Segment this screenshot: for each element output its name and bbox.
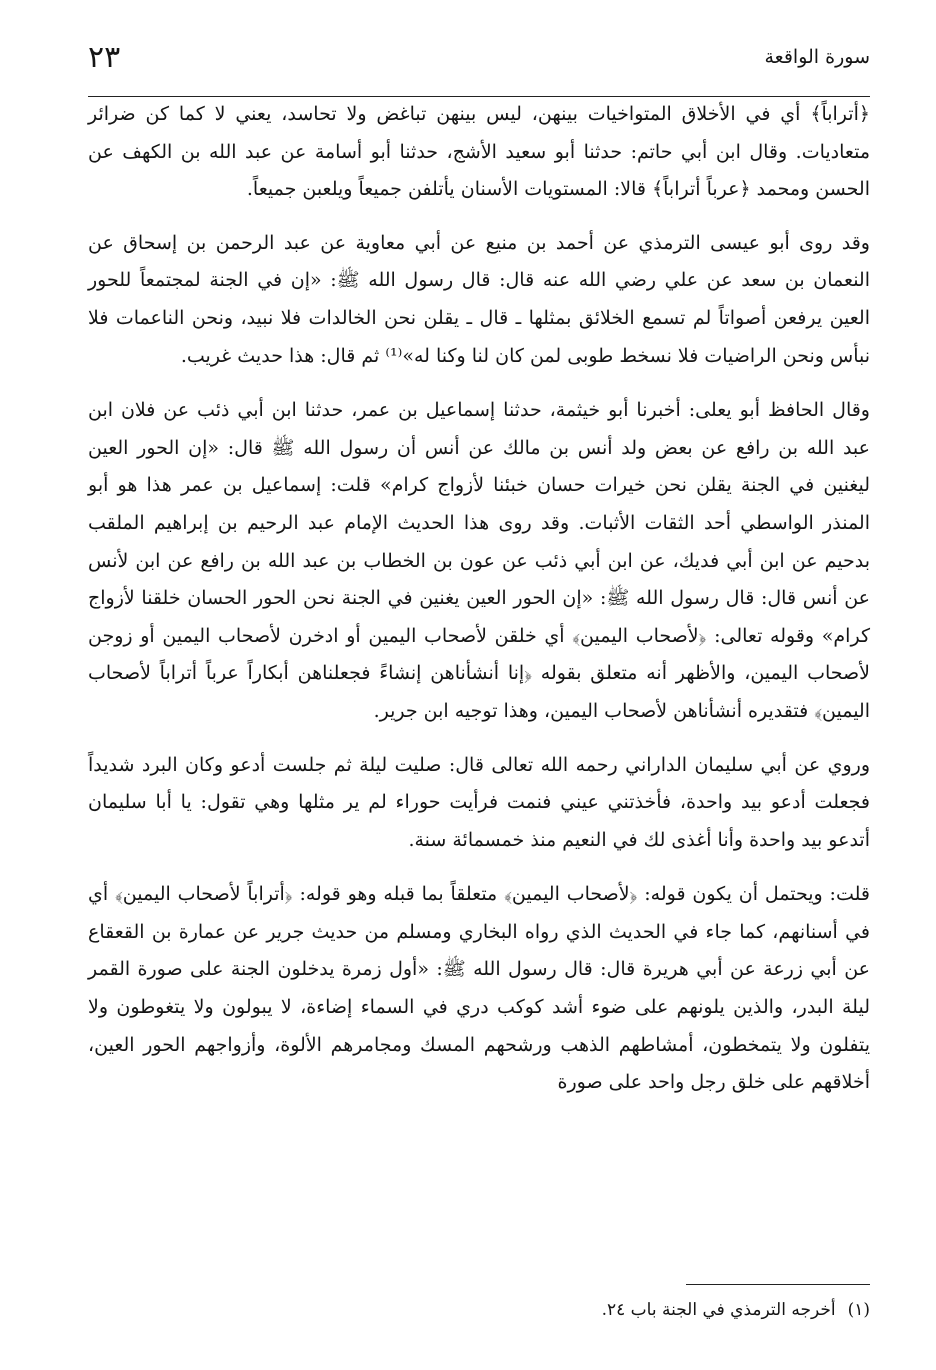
page-number: ٢٣ xyxy=(88,40,121,75)
page-body xyxy=(88,96,870,1102)
paragraph-2: وقد روى أبو عيسى الترمذي عن أحمد بن منيع عن أبي معاوية عن عبد الرحمن بن إسحاق عن النعمان بن سعد عن علي رضي الله عنه قال: قال رسول الله ﷺ: «إن في الجنة لمجتمعاً للحور العين يرفعن أصواتاً لم تسمع الخلائق بمثلها ـ قال ـ يقلن نحن الخالدات فلا نبيد، ونحن الناعمات فلا نبأس ونحن الراضيات فلا نسخط طوبى لمن كان لنا وكنا له»⁽¹⁾ ثم قال: هذا حديث غريب. xyxy=(88,231,870,367)
paragraph-3: وقال الحافظ أبو يعلى: أخبرنا أبو خيثمة، حدثنا إسماعيل بن عمر، حدثنا ابن أبي ذئب عن فلان ابن عبد الله بن رافع عن بعض ولد أنس بن مالك عن أنس أن رسول الله ﷺ قال: «إن الحور العين ليغنين في الجنة يقلن نحن خيرات حسان خبئنا لأزواج كرام» قلت: إسماعيل بن عمر هذا هو أبو المنذر الواسطي أحد الثقات الأثبات. وقد روى هذا الحديث الإمام عبد الرحيم بن إبراهيم الملقب بدحيم عن ابن أبي فديك، عن ابن أبي ذئب عن عون بن الخطاب بن عبد الله بن رافع عن ابن لأنس عن أنس قال: قال رسول الله ﷺ: «إن الحور العين يغنين في الجنة نحن الحور الحسان خلقنا لأزواج كرام» وقوله تعالى: ﴿لأصحاب اليمين﴾ أي خلقن لأصحاب اليمين أو ادخرن لأصحاب اليمين أو زوجن لأصحاب اليمين، والأظهر أنه متعلق بقوله ﴿إنا أنشأناهن إنشاءً فجعلناهن أبكاراً عرباً أتراباً لأصحاب اليمين﴾ فتقديره أنشأناهن لأصحاب اليمين، وهذا توجيه ابن جرير. xyxy=(88,399,870,722)
footnote-number: (١) xyxy=(847,1300,870,1320)
paragraph-5: قلت: ويحتمل أن يكون قوله: ﴿لأصحاب اليمين﴾ متعلقاً بما قبله وهو قوله: ﴿أتراباً لأصحاب اليمين﴾ أي في أسنانهم، كما جاء في الحديث الذي رواه البخاري ومسلم من حديث جرير عن عمارة بن القعقاع عن أبي زرعة عن أبي هريرة قال: قال رسول الله ﷺ: «أول زمرة يدخلون الجنة على صورة القمر ليلة البدر، والذين يلونهم على ضوء أشد كوكب دري في السماء إضاءة، لا يبولون ولا يتغوطون ولا يتفلون ولا يتمخطون، أمشاطهم الذهب ورشحهم المسك ومجامرهم الألوة، وأزواجهم الحور العين، أخلاقهم على خلق رجل واحد على صورة xyxy=(88,883,870,1094)
paragraph-4: وروي عن أبي سليمان الداراني رحمه الله تعالى قال: صليت ليلة ثم جلست أدعو وكان البرد شديداً فجعلت أدعو بيد واحدة، فأخذتني عيني فنمت فرأيت حوراء لم ير مثلها وهي تقول: يا أبا سليمان أتدعو بيد واحدة وأنا أغذى لك في النعيم منذ خمسمائة سنة. xyxy=(88,753,870,851)
paragraph-1: ﴿أتراباً﴾ أي في الأخلاق المتواخيات بينهن، ليس بينهن تباغض ولا تحاسد، يعني لا كما كن ضرائر متعاديات. وقال ابن أبي حاتم: حدثنا أبو سعيد الأشج، حدثنا أبو أسامة عن عبد الله بن الكهف عن الحسن ومحمد ﴿عرباً أتراباً﴾ قالا: المستويات الأسنان يأتلفن جميعاً ويلعبن جميعاً. xyxy=(88,103,870,201)
footnote-text: أخرجه الترمذي في الجنة باب ٢٤. xyxy=(601,1300,836,1320)
footnote-divider xyxy=(686,1284,870,1285)
running-title: سورة الواقعة xyxy=(764,46,870,68)
footnote xyxy=(270,1298,870,1322)
page-header xyxy=(88,40,870,97)
